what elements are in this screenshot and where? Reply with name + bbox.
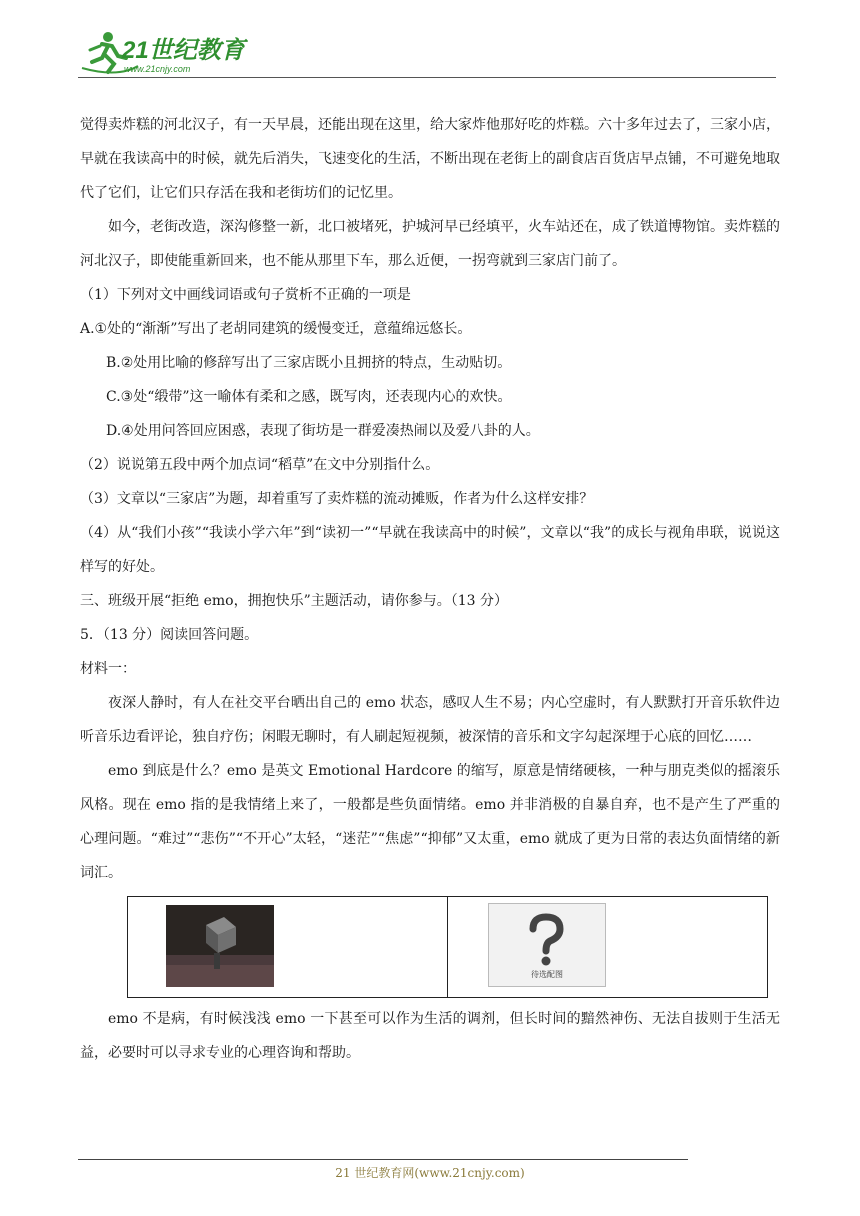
image-cell [448,897,769,997]
page-header [78,28,778,80]
footer-rule [78,1159,688,1160]
site-logo [78,28,268,78]
option-c: C.③处“缎带”这一喻体有柔和之感，既写肉，还表现内心的欢快。 [106,389,512,405]
section-3-heading: 三、班级开展“拒绝 emo，拥抱快乐”主题活动，请你参与。（13 分） [80,593,509,609]
placeholder-caption: 待选配图 [531,970,563,979]
option-b: B.②处用比喻的修辞写出了三家店既小且拥挤的特点，生动贴切。 [106,355,512,371]
header-rule [78,77,776,78]
page-footer[interactable]: 21 世纪教育网(www.21cnjy.com) [335,1166,525,1180]
material-1-label: 材料一： [80,661,136,677]
question-3: （3）文章以“三家店”为题，却着重写了卖炸糕的流动摊贩，作者为什么这样安排？ [80,491,594,507]
svg-text:21世纪教育: 21世纪教育 [122,37,245,64]
image-cell [128,897,448,997]
paragraph: 觉得卖炸糕的河北汉子，有一天早晨，还能出现在这里，给大家炸他那好吃的炸糕。六十多年过去了，三家小店，早就在我读高中的时候，就先后消失，飞速变化的生活，不断出现在老街上的副食店百货店早点铺，不可避免地取代了它们，让它们只存活在我和老街坊们的记忆里。 [80,117,780,201]
option-a: A.①处的“渐渐”写出了老胡同建筑的缓慢变迁，意蕴绵远悠长。 [80,321,472,337]
question-5: 5．（13 分）阅读回答问题。 [80,627,259,643]
paragraph: 如今，老街改造，深沟修整一新，北口被堵死，护城河早已经填平，火车站还在，成了铁道博物馆。卖炸糕的河北汉子，即使能重新回来，也不能从那里下车，那么近便，一拐弯就到三家店门前了。 [80,219,780,269]
question-4: （4）从“我们小孩”“我读小学六年”到“读初一”“早就在我读高中的时候”，文章以“我”的成长与视角串联，说说这样写的好处。 [80,525,780,575]
material-paragraph: 夜深人静时，有人在社交平台晒出自己的 emo 状态，感叹人生不易；内心空虚时，有人默默打开音乐软件边听音乐边看评论，独自疗伤；闲暇无聊时，有人刷起短视频，被深情的音乐和文字勾起深埋于心底的回忆…… [80,695,780,745]
question-2: （2）说说第五段中两个加点词“稻草”在文中分别指什么。 [80,457,440,473]
svg-text:www.21cnjy.com: www.21cnjy.com [124,64,191,74]
material-paragraph: emo 到底是什么？emo 是英文 Emotional Hardcore 的缩写，原意是情绪硬核，一种与朋克类似的摇滚乐风格。现在 emo 指的是我情绪上来了，一般都是些负面情绪。emo 并非消极的自暴自弃，也不是产生了严重的心理问题。“难过”“悲伤”“不开心”太轻，“迷茫”“焦虑”“抑郁”又太重，emo 就成了更为日常的表达负面情绪的新词汇。 [80,763,780,881]
question-1-stem: （1）下列对文中画线词语或句子赏析不正确的一项是 [80,287,411,303]
emo-photo [166,905,274,987]
image-table [127,896,768,998]
document-body [80,108,780,1070]
option-d: D.④处用问答回应困惑，表现了街坊是一群爱凑热闹以及爱八卦的人。 [106,423,540,439]
material-paragraph: emo 不是病，有时候浅浅 emo 一下甚至可以作为生活的调剂，但长时间的黯然神伤、无法自拔则于生活无益，必要时可以寻求专业的心理咨询和帮助。 [80,1011,780,1061]
